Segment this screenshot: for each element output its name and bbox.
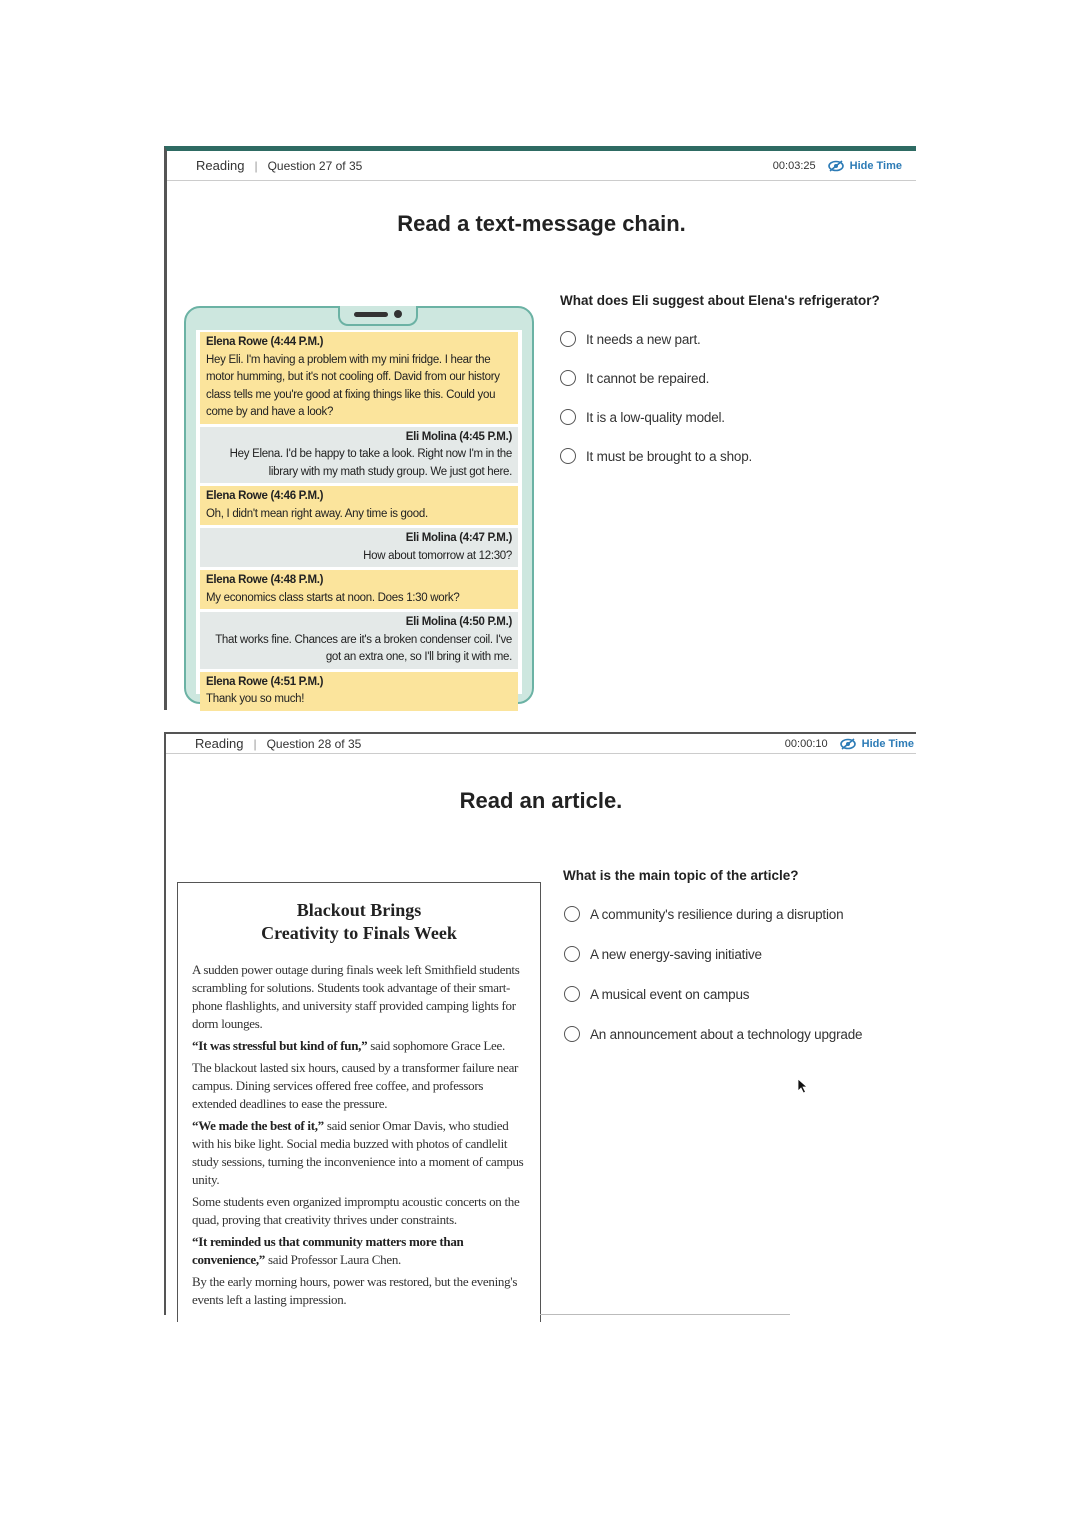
option-label: It must be brought to a shop. [586,448,753,464]
article-paragraph: The blackout lasted six hours, caused by a transformer failure near campus. Dining services offered free coffee, and professors extended deadlines to ease the pressure. [192,1060,519,1111]
eye-slash-icon[interactable] [840,738,856,750]
quote-attribution: said sophomore Grace Lee. [367,1038,505,1053]
message-sender: Eli Molina (4:50 P.M.) [405,616,512,628]
question-28-screen [164,732,916,1315]
radio-button[interactable] [564,906,580,922]
divider: | [253,736,257,751]
answer-option-d[interactable] [564,1026,862,1042]
message-chain[interactable] [196,330,522,705]
option-label: A musical event on campus [590,986,750,1002]
message-sender: Elena Rowe (4:44 P.M.) [206,336,324,348]
message-sender: Elena Rowe (4:51 P.M.) [206,675,324,688]
hide-time-button[interactable]: Hide Time [861,737,914,750]
chat-message [200,672,518,711]
question-counter: Question 27 of 35 [267,158,363,173]
article-panel[interactable] [177,882,541,1322]
camera-icon [394,310,402,318]
timer: 00:03:25 [772,159,816,172]
question-text: What does Eli suggest about Elena's refrigerator? [560,293,880,308]
radio-button[interactable] [564,986,580,1002]
chat-message [200,570,518,609]
quote-text: “It was stressful but kind of fun,” [192,1038,368,1053]
article-paragraph: By the early morning hours, power was restored, but the evening's events left a lasting impression. [192,1274,518,1307]
message-sender: Elena Rowe (4:48 P.M.) [206,574,324,586]
article-quote [192,1233,526,1269]
radio-button[interactable] [564,946,580,962]
message-sender: Elena Rowe (4:46 P.M.) [206,490,324,502]
chat-message [200,486,518,525]
answer-option-b[interactable] [560,370,709,386]
article-paragraph: Some students even organized impromptu acoustic concerts on the quad, proving that creativity thrives under constraints. [192,1194,520,1227]
option-label: It cannot be repaired. [586,370,710,386]
chat-message [200,427,518,484]
article-quote [192,1037,526,1055]
message-sender: Eli Molina (4:47 P.M.) [405,532,512,544]
radio-button[interactable] [560,370,576,386]
option-label: An announcement about a technology upgrade [590,1026,863,1042]
message-sender: Eli Molina (4:45 P.M.) [405,430,512,443]
radio-button[interactable] [560,331,576,347]
top-bar [166,734,916,754]
quote-text: “We made the best of it,” [192,1118,324,1133]
page-title: Read an article. [459,788,623,813]
answer-option-a[interactable] [564,906,843,922]
message-text: Hey Eli. I'm having a problem with my mini fridge. I hear the motor humming, but it's not cooling off. David from our history class tells me you're good at fixing things like this. Could you come by and have a look? [206,353,500,418]
speaker-icon [354,312,388,317]
radio-button[interactable] [564,1026,580,1042]
radio-button[interactable] [560,448,576,464]
hide-time-button[interactable]: Hide Time [849,159,902,172]
option-label: It is a low-quality model. [586,409,725,425]
message-text: Hey Elena. I'd be happy to take a look. Right now I'm in the library with my math study group. We just got here. [229,448,512,478]
phone-frame [184,306,534,704]
divider-line [540,1314,790,1315]
timer: 00:00:10 [784,737,828,750]
quote-text: “It reminded us that community matters more than convenience,” [192,1234,464,1267]
answer-option-b[interactable] [564,946,762,962]
article-title-line: Creativity to Finals Week [261,923,457,943]
article-paragraph: A sudden power outage during finals week left Smithfield students scrambling for solutions. Students took advantage of their smart-phone flashlights, and university staff provided camping lights for dorm lounges. [192,962,520,1031]
message-text: How about tomorrow at 12:30? [363,549,512,562]
message-text: That works fine. Chances are it's a broken condenser coil. I've got an extra one, so I'll bring it with me. [215,633,512,663]
option-label: A new energy-saving initiative [590,946,762,962]
article-title-line: Blackout Brings [296,900,422,920]
message-text: My economics class starts at noon. Does 1:30 work? [206,591,460,604]
article-quote [192,1117,526,1189]
section-label: Reading [195,736,244,751]
chat-message [200,612,518,669]
section-label: Reading [196,158,245,173]
option-label: It needs a new part. [586,331,701,347]
answer-option-a[interactable] [560,331,701,347]
article-title [192,899,526,945]
eye-slash-icon[interactable] [828,160,844,172]
divider: | [254,158,258,173]
radio-button[interactable] [560,409,576,425]
message-text: Oh, I didn't mean right away. Any time is good. [206,507,428,520]
message-text: Thank you so much! [206,693,305,705]
answer-option-d[interactable] [560,448,752,464]
top-bar [167,151,916,181]
question-text: What is the main topic of the article? [563,868,799,883]
chat-message [200,332,518,424]
option-label: A community's resilience during a disruption [590,906,844,922]
chat-message [200,528,518,567]
question-counter: Question 28 of 35 [266,736,362,751]
page-title: Read a text-message chain. [397,211,686,236]
answer-option-c[interactable] [560,409,725,425]
mouse-cursor-icon [797,1078,809,1094]
phone-notch [338,306,418,326]
quote-attribution: said senior Omar Davis, who studied with his bike light. Social media buzzed with photos of candlelit study sessions, turning the inconvenience into a moment of campus unity. [192,1118,524,1187]
answer-option-c[interactable] [564,986,749,1002]
quote-attribution: said Professor Laura Chen. [265,1252,401,1267]
question-27-screen [164,146,916,710]
